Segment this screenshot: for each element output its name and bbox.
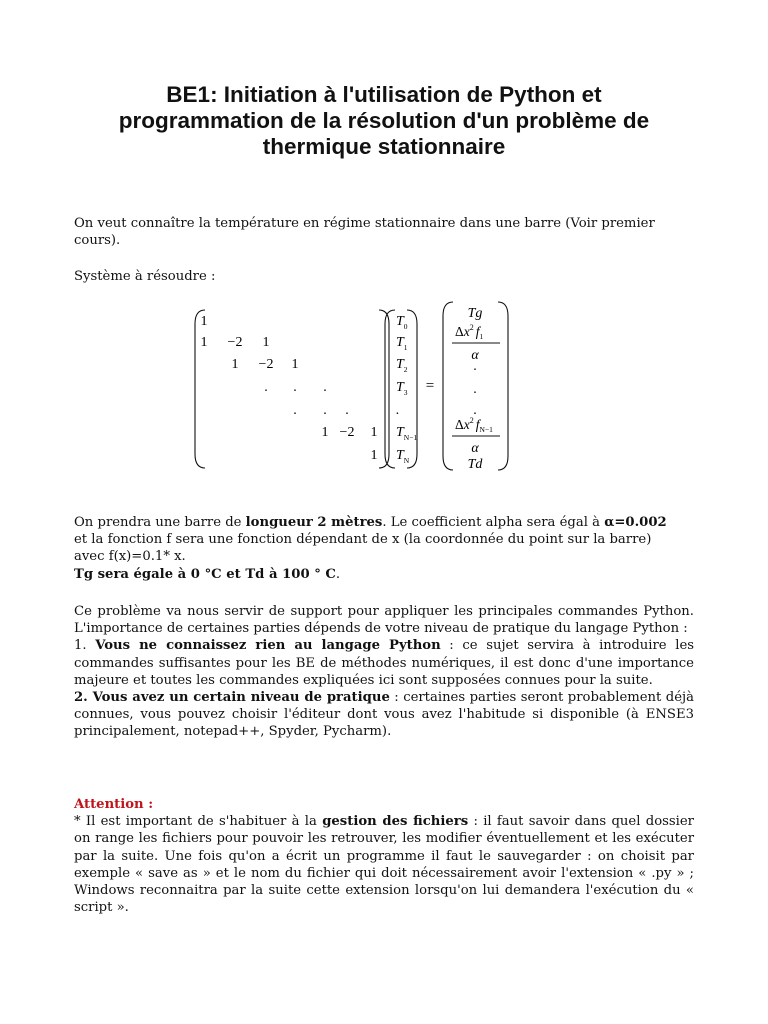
matrix-right-bracket bbox=[379, 310, 389, 468]
title-line-1: BE1: Initiation à l'utilisation de Python et bbox=[166, 82, 602, 107]
python-intro-paragraph bbox=[74, 603, 694, 741]
matrix-entry: 1 bbox=[321, 425, 329, 440]
vector-right-bracket bbox=[407, 310, 417, 468]
params-line-4 bbox=[74, 566, 694, 583]
rhs-tg: Tg bbox=[467, 306, 483, 321]
matrix-entry: . bbox=[323, 403, 327, 418]
params-text-c: . Le coefficient alpha sera égal à bbox=[382, 515, 605, 530]
matrix-entry: 1 bbox=[370, 448, 378, 463]
matrix-entry: 1 bbox=[231, 357, 239, 372]
attention-text-c: : il faut savoir dans quel dossier on range les fichiers pour pouvoir les retrouver, les modifier éventuellement et les exécuter par la suite. Une fois qu'on a écrit un programme il faut le sauvegarder : on choisit par exemple « save as » et le nom du fichier qui doit nécessairement avoir l'extension « .py » ; Windows reconnaitra par la suite cette extension lorsqu'on lui demandera l'exécution du « script ». bbox=[74, 814, 694, 916]
alpha-symbol: α bbox=[604, 515, 615, 530]
equals-sign: = bbox=[425, 378, 435, 394]
unknown-entry: $T_0$ bbox=[396, 314, 408, 331]
item-1-number: 1. bbox=[74, 638, 96, 654]
rhs-left-bracket bbox=[443, 302, 453, 470]
unknown-entry: $T_2$ bbox=[396, 357, 408, 374]
matrix-entry: 1 bbox=[200, 314, 208, 329]
linear-system-equation bbox=[182, 298, 522, 478]
bar-length: longueur 2 mètres bbox=[245, 515, 383, 530]
intro-line-2: cours). bbox=[74, 233, 121, 249]
params-line-1 bbox=[74, 514, 694, 531]
rhs-dot: . bbox=[473, 403, 477, 418]
matrix-entry: . bbox=[345, 403, 349, 418]
unknown-entry: . bbox=[396, 403, 400, 418]
attention-label: Attention : bbox=[74, 797, 154, 812]
rhs-row-n-1-denominator: α bbox=[471, 441, 479, 456]
params-line-4-end: . bbox=[335, 566, 341, 582]
intro-paragraph bbox=[74, 215, 694, 249]
unknown-entry: $T_N$ bbox=[396, 448, 410, 465]
coefficient-matrix bbox=[201, 314, 378, 463]
document-title bbox=[60, 82, 708, 160]
matrix-entry: 1 bbox=[262, 335, 270, 350]
unknowns-vector bbox=[396, 314, 417, 465]
right-hand-side-vector bbox=[452, 306, 500, 472]
matrix-entry: 1 bbox=[200, 335, 208, 350]
title-line-3: thermique stationnaire bbox=[262, 134, 506, 159]
matrix-entry: . bbox=[293, 403, 297, 418]
rhs-row-n-1-numerator: $\Delta x^2$ $f_{N-1}$ bbox=[455, 416, 493, 434]
bar-parameters-paragraph bbox=[74, 514, 694, 583]
item-1-heading: Vous ne connaissez rien au langage Python bbox=[95, 638, 441, 654]
attention-text-a: * Il est important de s'habituer à la bbox=[74, 814, 323, 830]
matrix-entry: −2 bbox=[339, 425, 355, 440]
rhs-dot: . bbox=[473, 359, 477, 374]
alpha-value: =0.002 bbox=[614, 515, 667, 530]
intro-line-1: On veut connaître la température en régime stationnaire dans une barre (Voir premier bbox=[74, 216, 655, 231]
boundary-conditions: Tg sera égale à 0 °C et Td à 100 ° C bbox=[74, 566, 336, 582]
params-line-3: avec f(x)=0.1* x. bbox=[74, 549, 186, 565]
matrix-entry: 1 bbox=[291, 357, 299, 372]
matrix-entry: −2 bbox=[227, 335, 243, 350]
item-2-text: : certaines parties seront probablement déjà connues, vous pouvez choisir l'éditeur dont vous avez l'habitude si disponible (à ENSE3 principalement, notepad++, Spyder, Pycharm). bbox=[74, 690, 695, 740]
rhs-row-2-numerator: $\Delta x^2$ $f_1$ bbox=[455, 323, 484, 341]
params-text-a: On prendra une barre de bbox=[74, 515, 246, 530]
system-label: Système à résoudre : bbox=[74, 269, 216, 284]
rhs-right-bracket bbox=[498, 302, 508, 470]
vector-left-bracket bbox=[385, 310, 395, 468]
item-2-heading: 2. Vous avez un certain niveau de pratique bbox=[74, 690, 390, 706]
matrix-entry: . bbox=[264, 380, 268, 395]
python-intro-text: Ce problème va nous servir de support pour appliquer les principales commandes Python. L'importance de certaines parties dépends de votre niveau de pratique du langage Python : bbox=[74, 604, 694, 637]
rhs-row-2-denominator: α bbox=[471, 348, 479, 363]
params-line-2: et la fonction f sera une fonction dépendant de x (la coordonnée du point sur la barre) bbox=[74, 532, 652, 548]
title-line-2: programmation de la résolution d'un problème de bbox=[118, 108, 650, 133]
matrix-entry: . bbox=[293, 380, 297, 395]
file-management-term: gestion des fichiers bbox=[322, 814, 469, 830]
item-1-text: : ce sujet servira à introduire les commandes suffisantes pour les BE de méthodes numériques, il est donc d'une importance majeure et toutes les commandes expliquées ici sont supposées connues pour la suite. bbox=[74, 638, 695, 688]
level-item-2 bbox=[74, 689, 694, 741]
matrix-entry: 1 bbox=[370, 425, 378, 440]
matrix-entry: −2 bbox=[258, 357, 274, 372]
attention-paragraph bbox=[74, 796, 694, 916]
unknown-entry: $T_1$ bbox=[396, 335, 408, 352]
rhs-td: Td bbox=[467, 457, 483, 472]
matrix-left-bracket bbox=[195, 310, 205, 468]
attention-text bbox=[74, 813, 694, 916]
unknown-entry: $T_{N-1}$ bbox=[396, 425, 418, 442]
rhs-dot: . bbox=[473, 382, 477, 397]
level-item-1 bbox=[74, 637, 694, 689]
unknown-entry: $T_3$ bbox=[396, 380, 408, 397]
matrix-entry: . bbox=[323, 380, 327, 395]
